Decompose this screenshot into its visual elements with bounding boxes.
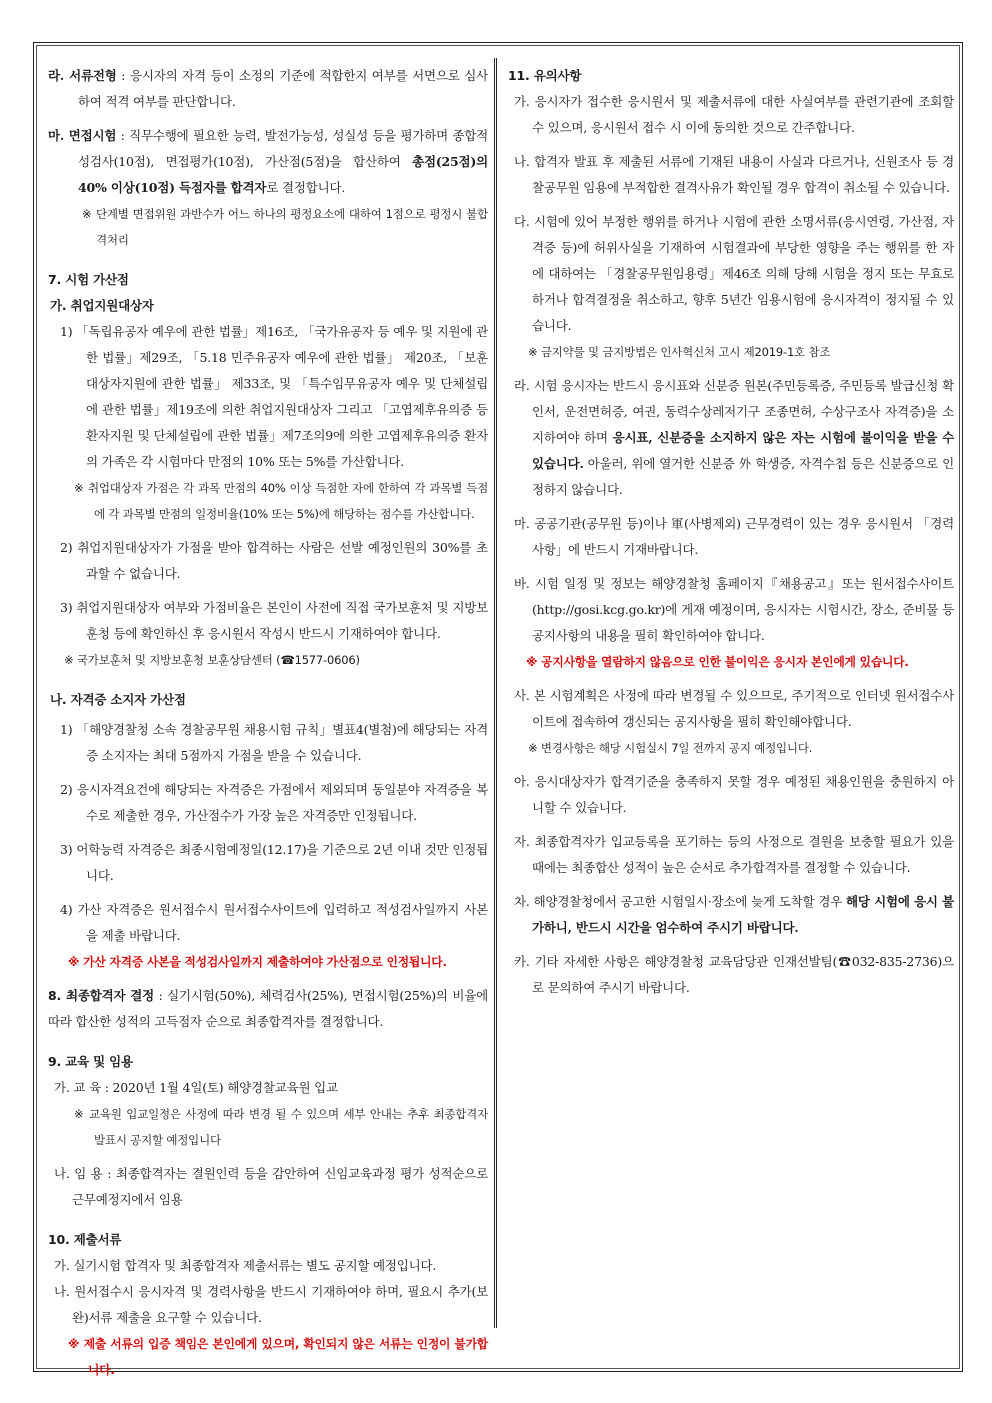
section-9-item-a: 가. 교 육 : 2020년 1월 4일(토) 해양경찰교육원 입교 <box>54 1080 338 1095</box>
section-11-item-ba-note: ※ 공지사항을 열람하지 않음으로 인한 불이익은 응시자 본인에게 있습니다. <box>526 655 909 669</box>
section-11-title: 11. 유의사항 <box>508 68 582 83</box>
section-8-title: 8. 최종합격자 결정 <box>48 988 155 1003</box>
section-11-item-sa-note: ※ 변경사항은 해당 시험실시 7일 전까지 공지 예정입니다. <box>528 741 813 755</box>
section-7-title: 7. 시험 가산점 <box>48 272 129 287</box>
section-11-item-ra <box>508 373 954 503</box>
section-8 <box>48 983 488 1035</box>
section-7-subtitle-a: 가. 취업지원대상자 <box>50 298 154 313</box>
section-9-item-a-note: ※ 교육원 입교일정은 사정에 따라 변경 될 수 있으며 세부 안내는 추후 최종합격자 발표시 공지할 예정입니다 <box>74 1107 488 1147</box>
section-11-item-ja: 자. 최종합격자가 입교등록을 포기하는 등의 사정으로 결원을 보충할 필요가 있을 때에는 최종합산 성적이 높은 순서로 추가합격자를 결정할 수 있습니다. <box>514 834 954 875</box>
section-7-item-3-note: ※ 국가보훈처 및 지방보훈청 보훈상담센터 (☎1577-0606) <box>64 653 360 667</box>
section-11-item-da: 다. 시험에 있어 부정한 행위를 하거나 시험에 관한 소명서류(응시연령, 가산점, 자격증 등)에 허위사실을 기재하여 시험결과에 부당한 영향을 주는 행위를 한 자에 대하여는 「경찰공무원임용령」제46조 의해 당해 시험을 정지 또는 무효로 하거나 합격결정을 취소하고, 향후 5년간 임용시험에 응시자격이 정지될 수 있습니다. <box>514 214 954 333</box>
section-7b-item-3: 3) 어학능력 자격증은 최종시험예정일(12.17)을 기준으로 2년 이내 것만 인정됩니다. <box>60 842 488 883</box>
section-7-item-3: 3) 취업지원대상자 여부와 가점비율은 본인이 사전에 직접 국가보훈처 및 지방보훈청 등에 확인하신 후 응시원서 작성시 반드시 기재하여야 합니다. <box>60 600 488 641</box>
right-column <box>508 63 954 1001</box>
section-11-item-cha <box>508 889 954 941</box>
section-7-item-1-note: ※ 취업대상자 가점은 각 과목 만점의 40% 이상 득점한 자에 한하여 각 과목별 득점에 각 과목별 만점의 일정비율(10% 또는 5%)에 해당하는 점수를 가산합니다. <box>74 481 488 521</box>
label-interview: 마. 면접시험 <box>48 128 117 143</box>
section-10-note: ※ 제출 서류의 입증 책임은 본인에게 있으며, 확인되지 않은 서류는 인정이 불가합니다. <box>68 1337 488 1377</box>
section-11-item-ka: 카. 기타 자세한 사항은 해양경찰청 교육담당관 인재선발팀(☎032-835-2736)으로 문의하여 주시기 바랍니다. <box>514 954 954 995</box>
text-interview-2: 로 결정합니다. <box>266 180 346 195</box>
text-interview-1: : 직무수행에 필요한 능력, 발전가능성, 성실성 등을 평가하며 종합적성검사(10점), 면접평가(10점), 가산점(5점)을 합산하여 <box>78 128 488 169</box>
section-7b-item-4-note: ※ 가산 자격증 사본을 적성검사일까지 제출하여야 가산점으로 인정됩니다. <box>68 955 447 969</box>
section-7b-item-4: 4) 가산 자격증은 원서접수시 원서접수사이트에 입력하고 적성검사일까지 사본을 제출 바랍니다. <box>60 902 488 943</box>
section-7-subtitle-b: 나. 자격증 소지자 가산점 <box>50 692 186 707</box>
item-cha-bold: 해당 시험에 응시 불가하니, 반드시 시간을 엄수하여 주시기 바랍니다. <box>532 894 954 935</box>
item-ra-text-2: 아울러, 위에 열거한 신분증 外 학생증, 자격수첩 등은 신분증으로 인정하지 않습니다. <box>532 456 954 497</box>
section-10-title: 10. 제출서류 <box>48 1232 122 1247</box>
section-8-text: : 실기시험(50%), 체력검사(25%), 면접시험(25%)의 비율에 따라 합산한 성적의 고득점자 순으로 최종합격자를 결정합니다. <box>48 988 488 1029</box>
section-11-item-ma: 마. 공공기관(공무원 등)이나 軍(사병제외) 근무경력이 있는 경우 응시원서 「경력사항」에 반드시 기재바랍니다. <box>514 516 954 557</box>
note-interview: ※ 단계별 면접위원 과반수가 어느 하나의 평정요소에 대하여 1점으로 평정시 불합격처리 <box>82 207 488 247</box>
section-11-item-a: 아. 응시대상자가 합격기준을 충족하지 못할 경우 예정된 채용인원을 충원하지 아니할 수 있습니다. <box>514 774 954 815</box>
label-document-screening: 라. 서류전형 <box>48 68 117 83</box>
item-ra-bold: 응시표, 신분증을 소지하지 않은 자는 시험에 불이익을 받을 수 있습니다. <box>532 430 954 471</box>
section-7b-item-2: 2) 응시자격요건에 해당되는 자격증은 가점에서 제외되며 동일분야 자격증을 복수로 제출한 경우, 가산점수가 가장 높은 자격증만 인정됩니다. <box>60 782 488 823</box>
left-column <box>48 63 488 1383</box>
section-9-title: 9. 교육 및 임용 <box>48 1054 133 1069</box>
section-10-item-b: 나. 원서접수시 응시자격 및 경력사항을 반드시 기재하여야 하며, 필요시 추가(보완)서류 제출을 요구할 수 있습니다. <box>54 1284 488 1325</box>
section-7-item-1: 1) 「독립유공자 예우에 관한 법률」제16조, 「국가유공자 등 예우 및 지원에 관한 법률」제29조, 「5.18 민주유공자 예우에 관한 법률」 제20조, 「보훈대상자지원에 관한 법률」 제33조, 및 「특수임무유공자 예우 및 단체설립에 관한 법률」제19조에 의한 취업지원대상자 그리고 「고엽제후유의증 등 환자지원 및 단체설립에 관한 법률」제7조의9에 의한 고엽제후유의증 환자의 가족은 각 시험마다 만점의 10% 또는 5%를 가산합니다. <box>60 324 488 469</box>
item-interview <box>48 123 488 201</box>
item-document-screening <box>48 63 488 115</box>
item-cha-text: 차. 해양경찰청에서 공고한 시험일시·장소에 늦게 도착할 경우 <box>514 894 847 909</box>
section-11-item-da-note: ※ 금지약물 및 금지방법은 인사혁신처 고시 제2019-1호 참조 <box>528 345 831 359</box>
section-11-item-ga: 가. 응시자가 접수한 응시원서 및 제출서류에 대한 사실여부를 관련기관에 조회할 수 있으며, 응시원서 접수 시 이에 동의한 것으로 간주합니다. <box>514 94 954 135</box>
text-interview-bold: 총점(25점)의 40% 이상(10점) 득점자를 합격자 <box>78 154 488 195</box>
section-7b-item-1: 1) 「해양경찰청 소속 경찰공무원 채용시험 규칙」별표4(별첨)에 해당되는 자격증 소지자는 최대 5점까지 가점을 받을 수 있습니다. <box>60 722 488 763</box>
text-document-screening: : 응시자의 자격 등이 소정의 기준에 적합한지 여부를 서면으로 심사하여 적격 여부를 판단합니다. <box>78 68 488 109</box>
item-ra-text-1: 라. 시험 응시자는 반드시 응시표와 신분증 원본(주민등록증, 주민등록 발급신청 확인서, 운전면허증, 여권, 동력수상레저기구 조종면허, 수상구조사 자격증)을 소지하여야 하며 <box>514 378 954 445</box>
section-10-item-a: 가. 실기시험 합격자 및 최종합격자 제출서류는 별도 공지할 예정입니다. <box>54 1258 437 1273</box>
section-11-item-na: 나. 합격자 발표 후 제출된 서류에 기재된 내용이 사실과 다르거나, 신원조사 등 경찰공무원 임용에 부적합한 결격사유가 확인될 경우 합격이 취소될 수 있습니다. <box>514 154 954 195</box>
section-11-item-ba: 바. 시험 일정 및 정보는 해양경찰청 홈페이지『채용공고』또는 원서접수사이트(http://gosi.kcg.go.kr)에 게재 예정이며, 응시자는 시험시간, 장소, 준비물 등 공지사항의 내용을 필히 확인하여야 합니다. <box>514 576 954 643</box>
column-divider <box>494 58 497 1328</box>
section-7-item-2: 2) 취업지원대상자가 가점을 받아 합격하는 사람은 선발 예정인원의 30%를 초과할 수 없습니다. <box>60 540 488 581</box>
section-11-item-sa: 사. 본 시험계획은 사정에 따라 변경될 수 있으므로, 주기적으로 인터넷 원서접수사이트에 접속하여 갱신되는 공지사항을 필히 확인해야합니다. <box>514 688 954 729</box>
section-9-item-b: 나. 임 용 : 최종합격자는 결원인력 등을 감안하여 신임교육과정 평가 성적순으로 근무예정지에서 임용 <box>54 1166 488 1207</box>
